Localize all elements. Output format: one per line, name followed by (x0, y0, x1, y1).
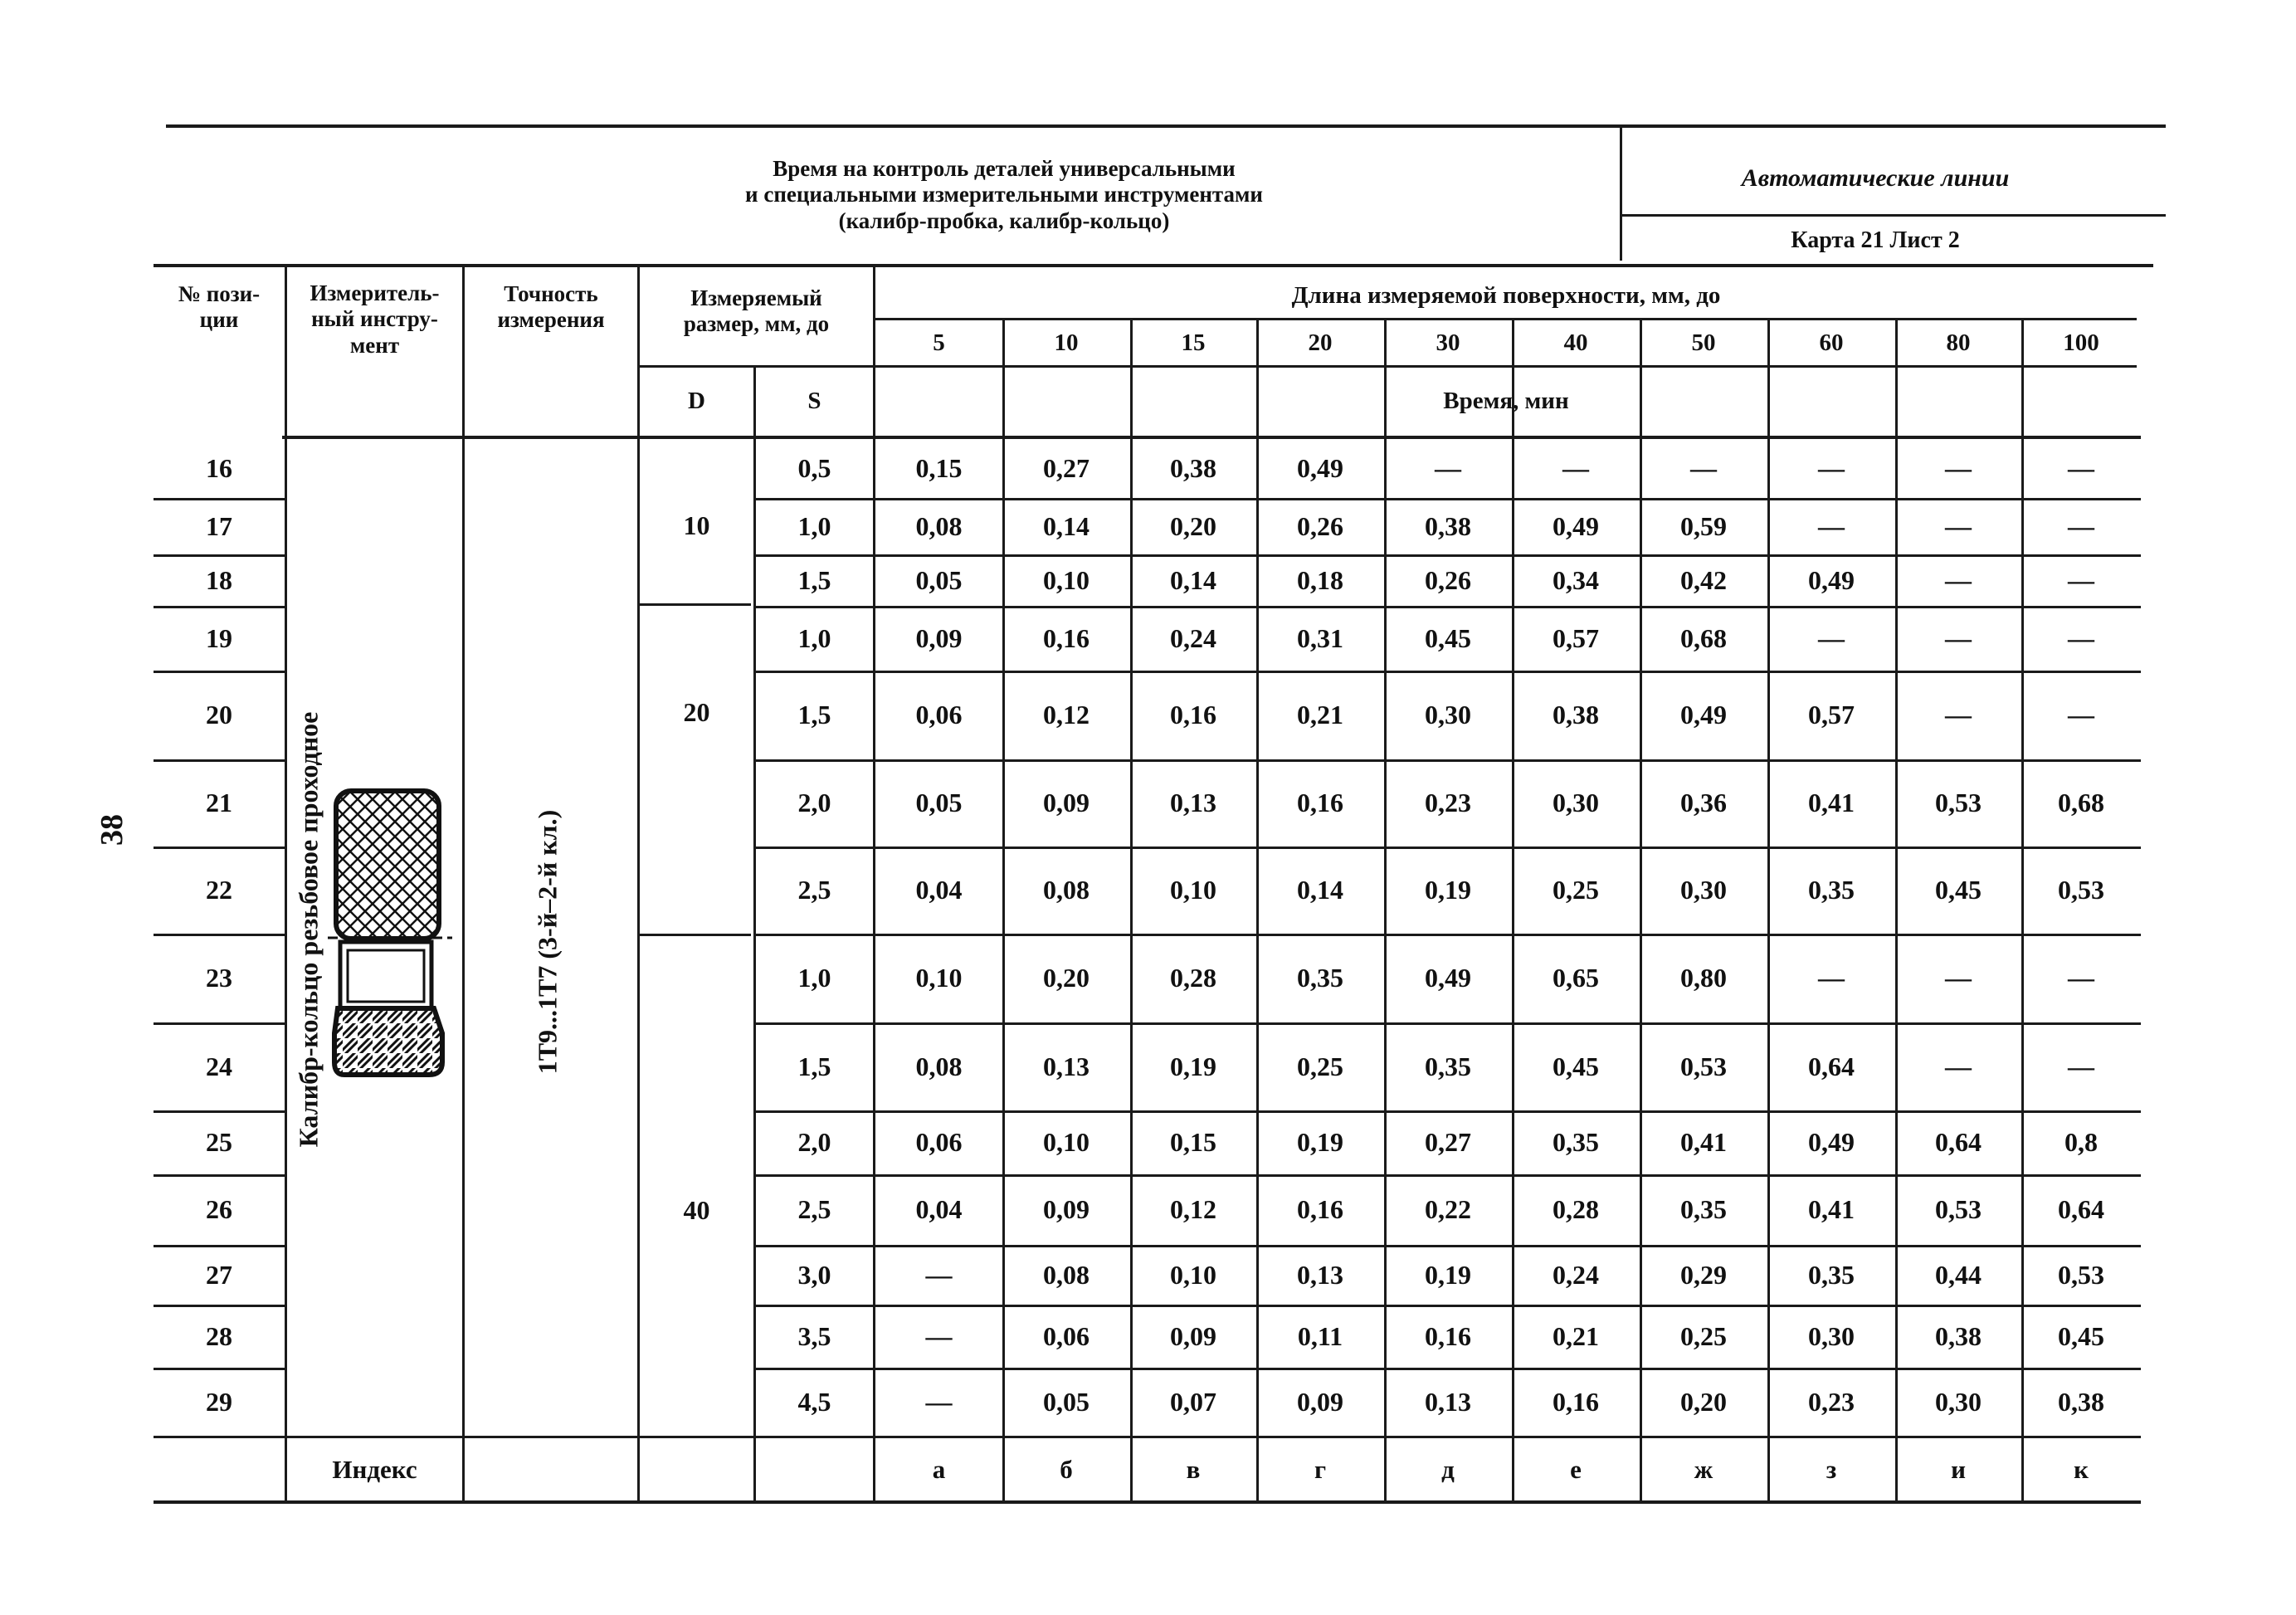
time-value: 0,45 (2058, 1320, 2104, 1351)
position-number: 29 (206, 1386, 232, 1417)
page-number: 38 (95, 814, 129, 846)
time-value: 0,26 (1425, 564, 1471, 595)
time-value: 0,53 (1935, 788, 1982, 817)
time-value: 0,06 (1043, 1320, 1090, 1351)
length-col-header: 30 (1436, 329, 1460, 356)
time-value: — (1945, 1051, 1972, 1081)
time-value: 0,14 (1297, 875, 1343, 905)
time-value: 0,14 (1043, 510, 1090, 541)
time-value: 0,53 (2058, 1259, 2104, 1290)
time-value: 0,80 (1680, 963, 1727, 993)
time-value: 0,15 (915, 452, 963, 483)
time-value: 0,27 (1425, 1127, 1471, 1157)
position-number: 28 (206, 1320, 232, 1351)
time-value: 0,09 (1043, 1194, 1090, 1224)
time-value: 0,68 (2058, 788, 2104, 817)
index-label: Индекс (332, 1454, 417, 1484)
time-value: 0,13 (1297, 1259, 1343, 1290)
time-value: 0,57 (1553, 622, 1599, 653)
time-value: 0,41 (1680, 1127, 1727, 1157)
time-value: — (925, 1320, 953, 1351)
position-number: 23 (206, 963, 232, 993)
time-value: 0,08 (1043, 1259, 1090, 1290)
s-value: 2,0 (797, 1127, 831, 1157)
s-value: 2,0 (797, 788, 831, 817)
time-value: 0,15 (1170, 1127, 1216, 1157)
time-value: 0,28 (1170, 963, 1216, 993)
time-value: 0,27 (1043, 452, 1090, 483)
time-value: 0,34 (1553, 564, 1599, 595)
time-value: — (1945, 622, 1972, 653)
length-col-header: 10 (1054, 329, 1079, 356)
time-value: 0,36 (1680, 788, 1727, 817)
index-letter: и (1951, 1454, 1966, 1484)
time-value: 0,8 (2064, 1127, 2098, 1157)
time-value: — (1945, 963, 1972, 993)
time-value: 0,49 (1808, 564, 1855, 595)
time-value: 0,16 (1553, 1386, 1599, 1417)
time-value: 0,35 (1297, 963, 1343, 993)
s-value: 4,5 (797, 1386, 831, 1417)
page-title: Время на контроль деталей универсальными и специальными измерительными инструментами (калибр-пробка, калибр-кольцо) (745, 156, 1263, 233)
s-value: 1,0 (797, 963, 831, 993)
time-value: 0,38 (1170, 452, 1216, 483)
time-value: — (1945, 510, 1972, 541)
time-value: 0,10 (1043, 564, 1090, 595)
time-value: 0,64 (2058, 1194, 2104, 1224)
length-col-header: 5 (933, 329, 945, 356)
time-value: 0,35 (1680, 1194, 1727, 1224)
time-value: 0,42 (1680, 564, 1727, 595)
time-value: 0,25 (1680, 1320, 1727, 1351)
time-value: 0,30 (1935, 1386, 1982, 1417)
index-letter: б (1060, 1454, 1073, 1484)
header-accuracy: Точность измерения (497, 281, 605, 332)
index-letter: г (1314, 1454, 1327, 1484)
time-value: 0,35 (1553, 1127, 1599, 1157)
time-value: 0,53 (1935, 1194, 1982, 1224)
time-value: 0,38 (1553, 700, 1599, 729)
s-value: 1,0 (797, 622, 831, 653)
time-value: 0,38 (1425, 510, 1471, 541)
time-value: 0,30 (1680, 875, 1727, 905)
time-value: 0,09 (915, 622, 963, 653)
time-value: — (1562, 452, 1589, 483)
position-number: 24 (206, 1051, 232, 1081)
time-value: 0,16 (1170, 700, 1216, 729)
time-value: 0,14 (1170, 564, 1216, 595)
time-value: 0,59 (1680, 510, 1727, 541)
position-number: 27 (206, 1259, 232, 1290)
time-value: 0,26 (1297, 510, 1343, 541)
time-value: 0,28 (1553, 1194, 1599, 1224)
time-value: 0,12 (1043, 700, 1090, 729)
time-value: — (1945, 700, 1972, 729)
time-value: 0,44 (1935, 1259, 1982, 1290)
time-value: — (1435, 452, 1461, 483)
time-value: 0,18 (1297, 564, 1343, 595)
time-value: 0,22 (1425, 1194, 1471, 1224)
card-label: Карта 21 Лист 2 (1791, 227, 1960, 253)
length-col-header: 80 (1946, 329, 1971, 356)
header-length: Длина измеряемой поверхности, мм, до (1291, 281, 1721, 309)
time-value: 0,25 (1553, 875, 1599, 905)
d-group-20: 20 (683, 696, 710, 727)
time-value: — (2068, 452, 2094, 483)
time-value: 0,29 (1680, 1259, 1727, 1290)
length-col-header: 20 (1308, 329, 1333, 356)
time-value: 0,31 (1297, 622, 1343, 653)
time-value: 0,30 (1553, 788, 1599, 817)
position-number: 22 (206, 875, 232, 905)
time-value: 0,49 (1680, 700, 1727, 729)
time-value: 0,41 (1808, 788, 1855, 817)
time-value: 0,19 (1170, 1051, 1216, 1081)
time-value: 0,12 (1170, 1194, 1216, 1224)
time-value: 0,19 (1425, 875, 1471, 905)
time-value: 0,49 (1553, 510, 1599, 541)
time-value: 0,09 (1043, 788, 1090, 817)
time-value: 0,23 (1425, 788, 1471, 817)
time-value: 0,19 (1297, 1127, 1343, 1157)
time-value: 0,10 (1170, 1259, 1216, 1290)
time-value: — (2068, 1051, 2094, 1081)
time-value: 0,20 (1170, 510, 1216, 541)
time-value: 0,30 (1808, 1320, 1855, 1351)
header-instrument: Измеритель- ный инстру- мент (310, 281, 440, 358)
time-value: 0,24 (1553, 1259, 1599, 1290)
position-number: 19 (206, 622, 232, 653)
time-value: 0,41 (1808, 1194, 1855, 1224)
time-value: 0,35 (1808, 875, 1855, 905)
index-letter: з (1826, 1454, 1837, 1484)
time-value: 0,25 (1297, 1051, 1343, 1081)
length-col-header: 60 (1819, 329, 1844, 356)
time-value: 0,68 (1680, 622, 1727, 653)
time-value: 0,65 (1553, 963, 1599, 993)
position-number: 26 (206, 1194, 232, 1224)
time-value: 0,05 (1043, 1386, 1090, 1417)
time-value: 0,49 (1425, 963, 1471, 993)
s-value: 2,5 (797, 875, 831, 905)
time-value: 0,19 (1425, 1259, 1471, 1290)
time-value: 0,06 (915, 700, 963, 729)
header-time: Время, мин (1443, 388, 1569, 415)
time-value: 0,06 (915, 1127, 963, 1157)
d-group-40: 40 (683, 1194, 710, 1225)
time-value: — (1818, 510, 1845, 541)
accuracy-value: 1Т9...1Т7 (3-й–2-й кл.) (532, 809, 563, 1075)
time-value: 0,05 (915, 788, 963, 817)
time-value: — (925, 1386, 953, 1417)
time-value: — (2068, 564, 2094, 595)
position-number: 20 (206, 700, 232, 729)
time-value: 0,10 (915, 963, 963, 993)
time-value: 0,49 (1808, 1127, 1855, 1157)
time-value: 0,09 (1170, 1320, 1216, 1351)
index-letter: д (1441, 1454, 1455, 1484)
time-value: 0,24 (1170, 622, 1216, 653)
length-col-header: 40 (1563, 329, 1588, 356)
time-value: 0,16 (1297, 1194, 1343, 1224)
time-value: 0,35 (1425, 1051, 1471, 1081)
length-col-header: 50 (1691, 329, 1716, 356)
time-value: 0,38 (1935, 1320, 1982, 1351)
index-letter: а (932, 1454, 946, 1484)
time-value: — (1945, 452, 1972, 483)
time-value: 0,21 (1553, 1320, 1599, 1351)
time-value: 0,16 (1425, 1320, 1471, 1351)
index-letter: ж (1694, 1454, 1713, 1484)
thread-ring-gauge-icon (328, 784, 461, 1083)
s-value: 1,5 (797, 564, 831, 595)
time-value: 0,13 (1043, 1051, 1090, 1081)
time-value: 0,45 (1553, 1051, 1599, 1081)
time-value: 0,30 (1425, 700, 1471, 729)
time-value: 0,20 (1043, 963, 1090, 993)
d-group-10: 10 (683, 510, 710, 540)
time-value: 0,64 (1808, 1051, 1855, 1081)
position-number: 17 (206, 510, 232, 541)
time-value: 0,04 (915, 875, 963, 905)
time-value: 0,53 (1680, 1051, 1727, 1081)
s-value: 3,0 (797, 1259, 831, 1290)
time-value: 0,53 (2058, 875, 2104, 905)
time-value: 0,16 (1043, 622, 1090, 653)
length-col-header: 15 (1181, 329, 1206, 356)
time-value: 0,38 (2058, 1386, 2104, 1417)
position-number: 16 (206, 452, 232, 483)
time-value: 0,23 (1808, 1386, 1855, 1417)
time-value: — (925, 1259, 953, 1290)
time-value: 0,45 (1935, 875, 1982, 905)
time-value: 0,10 (1170, 875, 1216, 905)
header-d: D (688, 388, 705, 415)
index-letter: к (2074, 1454, 2089, 1484)
s-value: 1,5 (797, 700, 831, 729)
s-value: 3,5 (797, 1320, 831, 1351)
time-value: 0,49 (1297, 452, 1343, 483)
time-value: 0,45 (1425, 622, 1471, 653)
time-value: 0,09 (1297, 1386, 1343, 1417)
time-value: 0,04 (915, 1194, 963, 1224)
time-value: 0,20 (1680, 1386, 1727, 1417)
time-value: 0,08 (915, 1051, 963, 1081)
header-size: Измеряемый размер, мм, до (683, 285, 830, 336)
time-value: — (1690, 452, 1717, 483)
time-value: 0,57 (1808, 700, 1855, 729)
time-value: 0,13 (1170, 788, 1216, 817)
position-number: 21 (206, 788, 232, 817)
s-value: 1,0 (797, 510, 831, 541)
time-value: 0,35 (1808, 1259, 1855, 1290)
s-value: 0,5 (797, 452, 831, 483)
s-value: 1,5 (797, 1051, 831, 1081)
index-letter: е (1570, 1454, 1582, 1484)
time-value: 0,08 (1043, 875, 1090, 905)
time-value: 0,07 (1170, 1386, 1216, 1417)
time-value: 0,08 (915, 510, 963, 541)
section-label: Автоматические линии (1741, 163, 2010, 192)
index-letter: в (1186, 1454, 1201, 1484)
time-value: — (2068, 963, 2094, 993)
position-number: 18 (206, 564, 232, 595)
header-position: № пози- ции (178, 281, 261, 332)
time-value: — (2068, 700, 2094, 729)
time-value: 0,16 (1297, 788, 1343, 817)
time-value: 0,13 (1425, 1386, 1471, 1417)
time-value: — (2068, 622, 2094, 653)
header-s: S (807, 388, 821, 415)
time-value: — (1818, 622, 1845, 653)
time-value: 0,10 (1043, 1127, 1090, 1157)
length-col-header: 100 (2063, 329, 2099, 356)
time-value: 0,21 (1297, 700, 1343, 729)
instrument-name: Калибр-кольцо резьбовое проходное (293, 711, 324, 1148)
position-number: 25 (206, 1127, 232, 1157)
time-value: — (1945, 564, 1972, 595)
time-value: — (2068, 510, 2094, 541)
time-value: 0,11 (1297, 1320, 1343, 1351)
s-value: 2,5 (797, 1194, 831, 1224)
time-value: 0,64 (1935, 1127, 1982, 1157)
time-value: — (1818, 452, 1845, 483)
time-value: 0,05 (915, 564, 963, 595)
time-value: — (1818, 963, 1845, 993)
